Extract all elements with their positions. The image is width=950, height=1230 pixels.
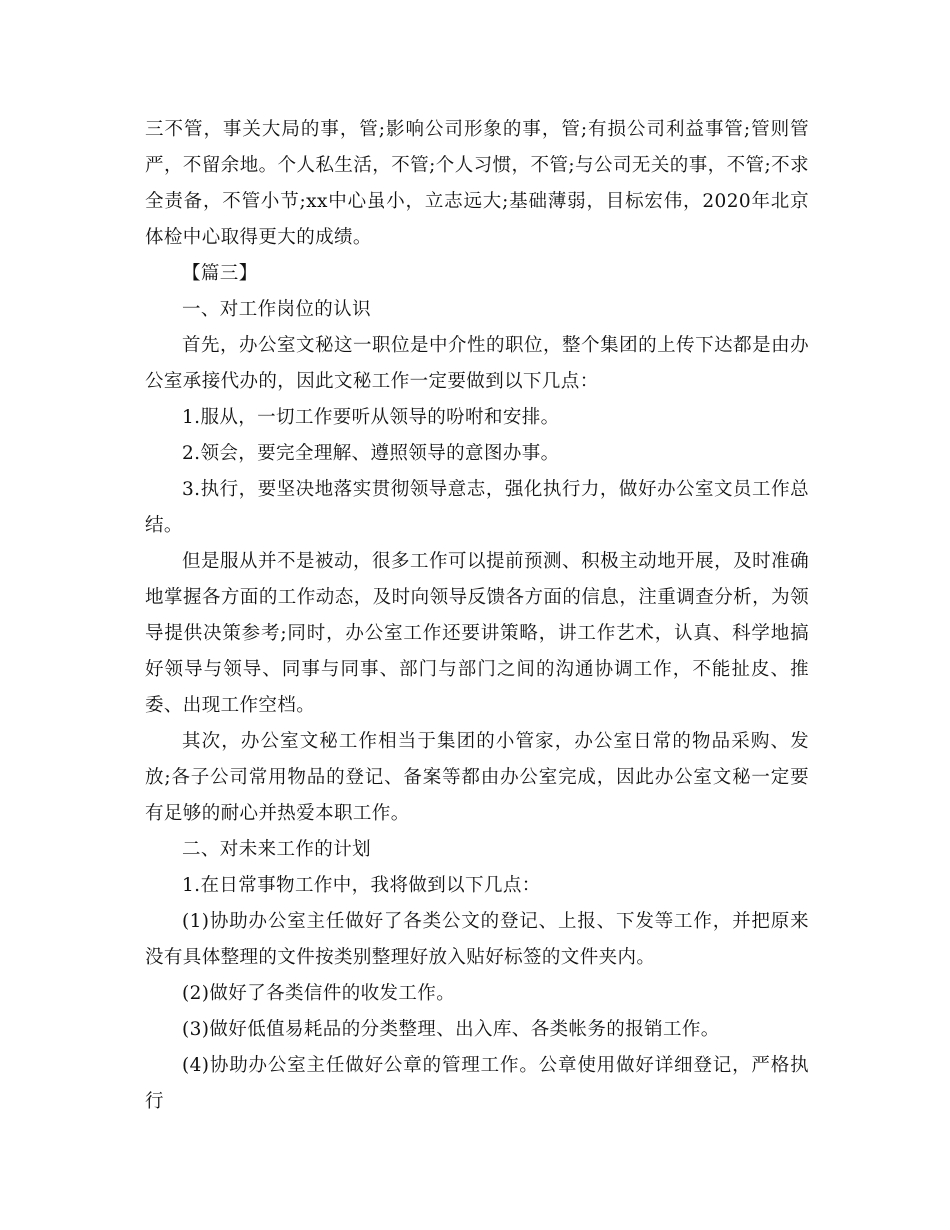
list-item-daily-work: 1.在日常事物工作中，我将做到以下几点：	[182, 875, 541, 896]
paragraph-8: 其次，办公室文秘工作相当于集团的小管家，办公室日常的物品采购、发放;各子公司常用物品的登记、备案等都由办公室完成，因此办公室文秘一定要有足够的耐心并热爱本职工作。	[145, 731, 809, 824]
list-item-2: 2.领会，要完全理解、遵照领导的意图办事。	[182, 443, 560, 464]
paragraph-3: 首先，办公室文秘这一职位是中介性的职位，整个集团的上传下达都是由办公室承接代办的，因此文秘工作一定要做到以下几点：	[145, 335, 809, 392]
heading-job-understanding: 一、对工作岗位的认识	[182, 299, 372, 320]
list-item-1: 1.服从，一切工作要听从领导的吩咐和安排。	[182, 407, 560, 428]
heading-future-plan: 二、对未来工作的计划	[182, 839, 372, 860]
sub-item-2: (2)做好了各类信件的收发工作。	[182, 983, 456, 1004]
document-body	[145, 112, 809, 1120]
list-item-3: 3.执行，要坚决地落实贯彻领导意志，强化执行力，做好办公室文员工作总结。	[145, 479, 809, 536]
sub-item-1: (1)协助办公室主任做好了各类公文的登记、上报、下发等工作，并把原来没有具体整理的文件按类别整理好放入贴好标签的文件夹内。	[145, 911, 809, 968]
sub-item-3: (3)做好低值易耗品的分类整理、出入库、各类帐务的报销工作。	[182, 1019, 720, 1040]
paragraph-7: 但是服从并不是被动，很多工作可以提前预测、积极主动地开展，及时准确地掌握各方面的工作动态，及时向领导反馈各方面的信息，注重调查分析，为领导提供决策参考;同时，办公室工作还要讲策略，讲工作艺术，认真、科学地搞好领导与领导、同事与同事、部门与部门之间的沟通协调工作，不能扯皮、推委、出现工作空档。	[145, 551, 809, 716]
paragraph-0: 三不管，事关大局的事，管;影响公司形象的事，管;有损公司利益事管;管则管严，不留余地。个人私生活，不管;个人习惯，不管;与公司无关的事，不管;不求全责备，不管小节;xx中心虽小，立志远大;基础薄弱，目标宏伟，2020年北京体检中心取得更大的成绩。	[145, 119, 809, 248]
section-heading-part-three: 【篇三】	[182, 263, 258, 284]
sub-item-4: (4)协助办公室主任做好公章的管理工作。公章使用做好详细登记，严格执行	[145, 1055, 809, 1112]
